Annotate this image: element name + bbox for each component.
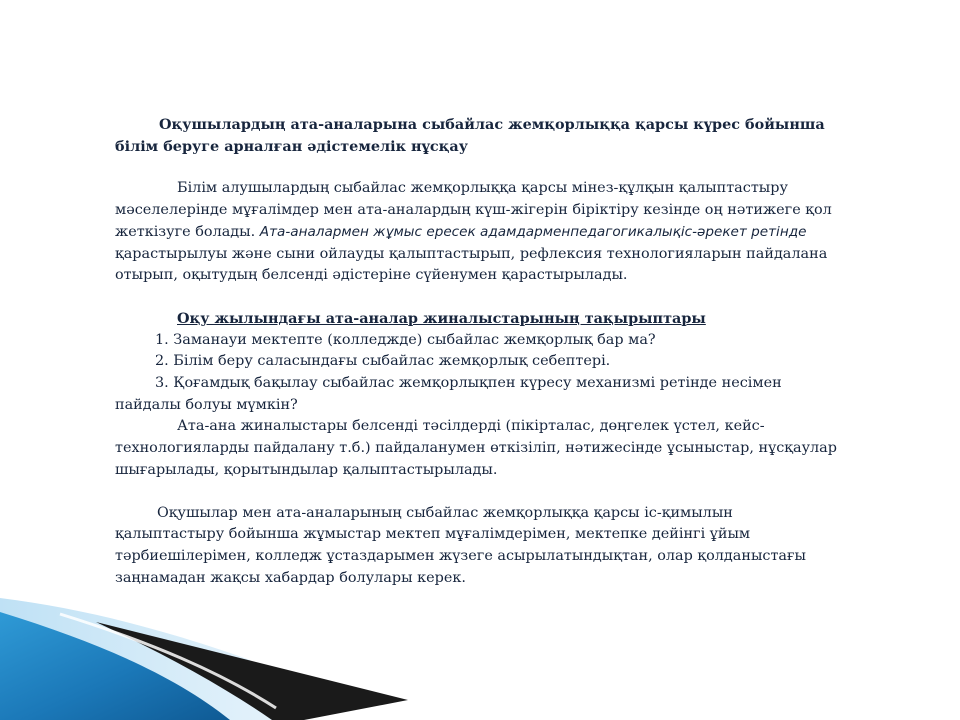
intro-text-part1: Білім алушылардың сыбайлас жемқорлыққа қарсы мінез-құлқын қалыптастыру мәселелерінде мұғалімдер мен ата-аналардың күш-жігерін біріктіру кезінде оң нәтижеге қол жеткізуге болады. [115, 180, 832, 240]
spacer [115, 287, 845, 308]
spacer [115, 157, 845, 178]
intro-italic-text: Ата-аналармен жұмыс ересек адамдарменпедагогикалықіс-әрекет ретінде [259, 223, 807, 240]
topic-item-2: 2. Білім беру саласындағы сыбайлас жемқорлық себептері. [155, 353, 611, 370]
document-title: Оқушылардың ата-аналарына сыбайлас жемқорлыққа қарсы күрес бойынша білім беруге арналған әдістемелік нұсқау [115, 116, 825, 155]
topics-heading: Оқу жылындағы ата-аналар жиналыстарының тақырыптары [177, 309, 706, 327]
intro-paragraph [115, 178, 845, 287]
topic-item-1: 1. Заманауи мектепте (колледжде) сыбайлас жемқорлық бар ма? [155, 331, 656, 348]
document-body [115, 114, 845, 589]
spacer [115, 482, 845, 503]
meetings-paragraph: Ата-ана жиналыстары белсенді тәсілдерді (пікірталас, дөңгелек үстел, кейс-технологияларды пайдалану т.б.) пайдаланумен өткізіліп, нәтижесінде ұсыныстар, нұсқаулар шығарылады, қорытындылар қалыптастырылады. [115, 418, 837, 478]
topic-item-3: 3. Қоғамдық бақылау сыбайлас жемқорлықпен күресу механизмі ретінде несімен пайдалы болуы мүмкін? [115, 375, 782, 413]
intro-text-part2: қарастырылуы және сыни ойлауды қалыптастырып, рефлексия технологияларын пайдалана отырып, оқытудың белсенді әдістеріне сүйенумен қарастырылады. [115, 245, 828, 284]
closing-paragraph: Оқушылар мен ата-аналарының сыбайлас жемқорлыққа қарсы іс-қимылын қалыптастыру бойынша жұмыстар мектеп мұғалімдерімен, мектепке дейінгі ұйым тәрбиешілерімен, колледж ұстаздарымен жүзеге асырылатындықтан, олар қолданыстағы заңнамадан жақсы хабардар болулары керек. [115, 504, 806, 586]
